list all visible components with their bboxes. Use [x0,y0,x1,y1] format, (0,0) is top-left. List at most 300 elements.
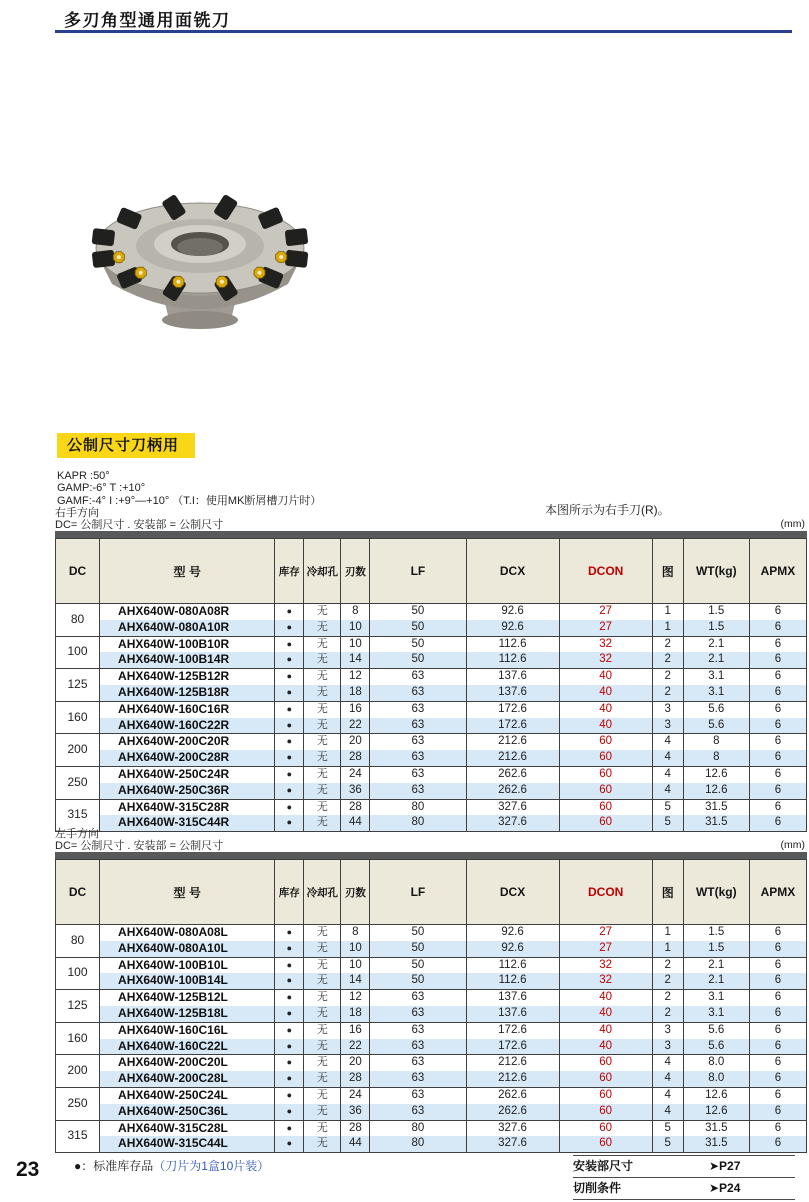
lf-value: 63 [370,766,466,782]
stock-dot: ● [275,685,304,701]
flute-count: 28 [341,1120,370,1136]
coolant-hole: 无 [304,636,341,652]
coolant-hole: 无 [304,1039,341,1055]
dc-value: 80 [56,925,100,958]
lf-value: 63 [370,1104,466,1120]
dcon-value: 60 [559,750,652,766]
dcx-value: 92.6 [466,941,559,957]
fig-ref: 5 [652,815,683,831]
lf-value: 63 [370,750,466,766]
model-number: AHX640W-080A08R [100,604,275,620]
apmx-value: 6 [749,1006,806,1022]
model-number: AHX640W-080A10R [100,620,275,636]
column-header: DCON [559,539,652,604]
dcon-value: 32 [559,973,652,989]
column-header: DCX [466,539,559,604]
table-row [56,1022,807,1038]
stock-dot: ● [275,734,304,750]
apmx-value: 6 [749,957,806,973]
apmx-value: 6 [749,1039,806,1055]
dcon-value: 27 [559,604,652,620]
fig-ref: 2 [652,636,683,652]
table-row [56,925,807,941]
unit-note: (mm) [780,839,805,851]
dcx-value: 112.6 [466,973,559,989]
weight-value: 5.6 [683,718,749,734]
product-photo-illustration [50,160,340,355]
dcon-value: 60 [559,799,652,815]
column-header: 冷却孔 [304,539,341,604]
lf-value: 63 [370,1055,466,1071]
coolant-hole: 无 [304,941,341,957]
table-row [56,783,807,799]
dc-value: 160 [56,701,100,734]
stock-dot: ● [275,1006,304,1022]
fig-ref: 4 [652,1087,683,1103]
flute-count: 10 [341,636,370,652]
stock-dot: ● [275,636,304,652]
column-header: DC [56,539,100,604]
fig-ref: 4 [652,1055,683,1071]
table-row [56,1104,807,1120]
dcx-value: 172.6 [466,701,559,717]
stock-dot: ● [275,620,304,636]
column-header: WT(kg) [683,539,749,604]
stock-dot: ● [275,652,304,668]
lf-value: 80 [370,1136,466,1152]
column-header: DCON [559,860,652,925]
model-number: AHX640W-250C24L [100,1087,275,1103]
ref-mounting-dimensions[interactable] [573,1155,795,1177]
fig-ref: 1 [652,941,683,957]
fig-ref: 5 [652,1120,683,1136]
column-header: APMX [749,860,806,925]
column-header: LF [370,860,466,925]
stock-dot: ● [275,750,304,766]
lf-value: 50 [370,620,466,636]
stock-dot: ● [275,973,304,989]
dcon-value: 60 [559,1136,652,1152]
table-row [56,701,807,717]
apmx-value: 6 [749,815,806,831]
lf-value: 50 [370,604,466,620]
model-number: AHX640W-125B12L [100,990,275,1006]
coolant-hole: 无 [304,652,341,668]
fig-ref: 2 [652,685,683,701]
coolant-hole: 无 [304,973,341,989]
fig-ref: 3 [652,1022,683,1038]
lf-value: 50 [370,941,466,957]
dcon-value: 32 [559,636,652,652]
fig-ref: 5 [652,1136,683,1152]
dcon-value: 60 [559,1071,652,1087]
ref-label: 切削条件 [573,1181,622,1195]
dcon-value: 32 [559,652,652,668]
dcon-value: 60 [559,734,652,750]
dcx-value: 92.6 [466,620,559,636]
fig-ref: 2 [652,669,683,685]
title-underline [55,30,792,33]
lf-value: 80 [370,799,466,815]
coolant-hole: 无 [304,685,341,701]
lf-value: 50 [370,925,466,941]
table-row [56,1039,807,1055]
dcx-value: 262.6 [466,1087,559,1103]
dcx-value: 112.6 [466,957,559,973]
stock-dot: ● [275,1104,304,1120]
coolant-hole: 无 [304,1022,341,1038]
flute-count: 14 [341,973,370,989]
flute-count: 16 [341,701,370,717]
flute-count: 24 [341,766,370,782]
lf-value: 50 [370,636,466,652]
coolant-hole: 无 [304,957,341,973]
apmx-value: 6 [749,1104,806,1120]
fig-ref: 1 [652,925,683,941]
dcx-value: 92.6 [466,925,559,941]
model-number: AHX640W-125B18L [100,1006,275,1022]
model-number: AHX640W-315C44R [100,815,275,831]
stock-legend-text: ●：标准库存品 [74,1159,154,1173]
dcx-value: 137.6 [466,990,559,1006]
dc-value: 200 [56,1055,100,1088]
weight-value: 12.6 [683,783,749,799]
spec-lines [57,470,321,507]
weight-value: 8 [683,734,749,750]
model-number: AHX640W-125B18R [100,685,275,701]
table-row [56,1006,807,1022]
dcon-value: 40 [559,701,652,717]
table-row [56,685,807,701]
table-row [56,957,807,973]
lf-value: 63 [370,701,466,717]
weight-value: 3.1 [683,669,749,685]
stock-dot: ● [275,1071,304,1087]
dcx-value: 212.6 [466,1055,559,1071]
model-number: AHX640W-200C28L [100,1071,275,1087]
coolant-hole: 无 [304,734,341,750]
stock-dot: ● [275,1022,304,1038]
apmx-value: 6 [749,1055,806,1071]
lf-value: 63 [370,990,466,1006]
model-number: AHX640W-160C22L [100,1039,275,1055]
dcon-value: 40 [559,1022,652,1038]
dc-value: 160 [56,1022,100,1055]
table-row [56,1055,807,1071]
weight-value: 12.6 [683,1104,749,1120]
flute-count: 20 [341,1055,370,1071]
coolant-hole: 无 [304,620,341,636]
table-row [56,973,807,989]
flute-count: 28 [341,799,370,815]
stock-dot: ● [275,799,304,815]
weight-value: 1.5 [683,925,749,941]
apmx-value: 6 [749,701,806,717]
apmx-value: 6 [749,685,806,701]
fig-ref: 2 [652,990,683,1006]
lf-value: 63 [370,669,466,685]
model-number: AHX640W-200C28R [100,750,275,766]
apmx-value: 6 [749,766,806,782]
flute-count: 8 [341,604,370,620]
table-top-bar [55,531,807,538]
model-number: AHX640W-250C36L [100,1104,275,1120]
direction-note: 右手方向 [55,507,99,519]
dc-value: 80 [56,604,100,637]
page-number: 23 [16,1158,40,1181]
flute-count: 20 [341,734,370,750]
stock-dot: ● [275,718,304,734]
fig-ref: 2 [652,652,683,668]
dc-note: DC= 公制尺寸 . 安装部 = 公制尺寸 [55,519,224,531]
stock-dot: ● [275,766,304,782]
stock-dot: ● [275,1055,304,1071]
dcon-value: 60 [559,1087,652,1103]
coolant-hole: 无 [304,669,341,685]
stock-dot: ● [275,957,304,973]
lf-value: 63 [370,685,466,701]
weight-value: 31.5 [683,1120,749,1136]
column-header: 型 号 [100,539,275,604]
coolant-hole: 无 [304,1071,341,1087]
table-row [56,941,807,957]
table-row [56,734,807,750]
fig-ref: 2 [652,1006,683,1022]
fig-ref: 4 [652,783,683,799]
stock-legend-paren: （刀片为1盒10片装） [153,1159,270,1173]
flute-count: 10 [341,620,370,636]
apmx-value: 6 [749,620,806,636]
apmx-value: 6 [749,799,806,815]
coolant-hole: 无 [304,766,341,782]
stock-dot: ● [275,1136,304,1152]
coolant-hole: 无 [304,701,341,717]
ref-label: 安装部尺寸 [573,1159,634,1173]
model-number: AHX640W-315C44L [100,1136,275,1152]
table-header-row [56,860,807,925]
flute-count: 8 [341,925,370,941]
table-row [56,1120,807,1136]
table-row [56,990,807,1006]
spec-heading: 公制尺寸刀柄用 [57,433,195,458]
table-row [56,766,807,782]
fig-ref: 2 [652,973,683,989]
flute-count: 22 [341,1039,370,1055]
column-header: DCX [466,860,559,925]
weight-value: 3.1 [683,990,749,1006]
stock-dot: ● [275,604,304,620]
table-top-bar [55,852,807,859]
table-row [56,1087,807,1103]
stock-dot: ● [275,925,304,941]
weight-value: 8.0 [683,1071,749,1087]
apmx-value: 6 [749,783,806,799]
apmx-value: 6 [749,941,806,957]
fig-ref: 3 [652,701,683,717]
column-header: 图 [652,860,683,925]
model-number: AHX640W-250C24R [100,766,275,782]
dcx-value: 137.6 [466,1006,559,1022]
stock-dot: ● [275,669,304,685]
unit-note: (mm) [780,518,805,530]
dcon-value: 27 [559,620,652,636]
stock-dot: ● [275,1120,304,1136]
lf-value: 63 [370,1087,466,1103]
weight-value: 2.1 [683,652,749,668]
model-number: AHX640W-200C20R [100,734,275,750]
coolant-hole: 无 [304,925,341,941]
dcx-value: 327.6 [466,1120,559,1136]
table-row [56,799,807,815]
lf-value: 63 [370,718,466,734]
table-row [56,620,807,636]
model-number: AHX640W-250C36R [100,783,275,799]
column-header: APMX [749,539,806,604]
column-header: WT(kg) [683,860,749,925]
apmx-value: 6 [749,750,806,766]
weight-value: 1.5 [683,620,749,636]
stock-dot: ● [275,815,304,831]
weight-value: 8 [683,750,749,766]
dcx-value: 262.6 [466,783,559,799]
lf-value: 80 [370,1120,466,1136]
dc-value: 315 [56,799,100,832]
fig-ref: 4 [652,1104,683,1120]
apmx-value: 6 [749,669,806,685]
dcon-value: 60 [559,815,652,831]
dcon-value: 27 [559,941,652,957]
fig-ref: 4 [652,766,683,782]
lf-value: 80 [370,815,466,831]
apmx-value: 6 [749,734,806,750]
weight-value: 12.6 [683,1087,749,1103]
column-header: 图 [652,539,683,604]
dcx-value: 172.6 [466,718,559,734]
apmx-value: 6 [749,1087,806,1103]
ref-cutting-conditions[interactable] [573,1177,795,1200]
weight-value: 1.5 [683,941,749,957]
spec-line-kapr: KAPR :50° [57,470,110,482]
dcon-value: 40 [559,669,652,685]
table-row [56,669,807,685]
flute-count: 16 [341,1022,370,1038]
flute-count: 10 [341,957,370,973]
model-number: AHX640W-080A10L [100,941,275,957]
lf-value: 63 [370,734,466,750]
dcx-value: 137.6 [466,669,559,685]
coolant-hole: 无 [304,604,341,620]
spec-line-gamp: GAMP:-6° T :+10° [57,482,146,495]
table-section-left-hand [55,828,807,1153]
fig-ref: 3 [652,718,683,734]
dc-value: 200 [56,734,100,767]
column-header: 型 号 [100,860,275,925]
lf-value: 50 [370,973,466,989]
weight-value: 31.5 [683,799,749,815]
flute-count: 22 [341,718,370,734]
dcon-value: 60 [559,766,652,782]
table-section-right-hand [55,507,807,832]
column-header: DC [56,860,100,925]
dcon-value: 27 [559,925,652,941]
model-number: AHX640W-160C16R [100,701,275,717]
coolant-hole: 无 [304,1136,341,1152]
model-number: AHX640W-200C20L [100,1055,275,1071]
table-row [56,636,807,652]
apmx-value: 6 [749,990,806,1006]
stock-legend [74,1157,269,1174]
apmx-value: 6 [749,925,806,941]
lf-value: 63 [370,783,466,799]
dcx-value: 327.6 [466,815,559,831]
apmx-value: 6 [749,973,806,989]
apmx-value: 6 [749,636,806,652]
dcx-value: 327.6 [466,799,559,815]
fig-ref: 1 [652,604,683,620]
column-header: 冷却孔 [304,860,341,925]
stock-dot: ● [275,1087,304,1103]
dcon-value: 32 [559,957,652,973]
flute-count: 12 [341,669,370,685]
coolant-hole: 无 [304,990,341,1006]
dcon-value: 40 [559,1006,652,1022]
product-table-left-hand [55,859,807,1153]
dcx-value: 262.6 [466,1104,559,1120]
fig-ref: 3 [652,1039,683,1055]
direction-note: 左手方向 [55,828,99,840]
model-number: AHX640W-315C28R [100,799,275,815]
page-ref-target: ➤P27 [709,1159,741,1173]
lf-value: 50 [370,957,466,973]
model-number: AHX640W-315C28L [100,1120,275,1136]
dcx-value: 212.6 [466,1071,559,1087]
dcx-value: 172.6 [466,1022,559,1038]
lf-value: 50 [370,652,466,668]
flute-count: 44 [341,1136,370,1152]
model-number: AHX640W-080A08L [100,925,275,941]
table-row [56,1071,807,1087]
weight-value: 8.0 [683,1055,749,1071]
dc-value: 100 [56,636,100,669]
dcx-value: 137.6 [466,685,559,701]
flute-count: 36 [341,783,370,799]
weight-value: 5.6 [683,1022,749,1038]
weight-value: 5.6 [683,701,749,717]
flute-count: 14 [341,652,370,668]
dcx-value: 112.6 [466,636,559,652]
apmx-value: 6 [749,718,806,734]
weight-value: 31.5 [683,1136,749,1152]
flute-count: 24 [341,1087,370,1103]
dcon-value: 40 [559,718,652,734]
fig-ref: 4 [652,750,683,766]
model-number: AHX640W-160C22R [100,718,275,734]
fig-ref: 1 [652,620,683,636]
model-number: AHX640W-100B10L [100,957,275,973]
page-title: 多刃角型通用面铣刀 [64,11,231,30]
product-photo [50,160,340,355]
weight-value: 1.5 [683,604,749,620]
weight-value: 2.1 [683,636,749,652]
fig-ref: 5 [652,799,683,815]
dcx-value: 262.6 [466,766,559,782]
dc-value: 250 [56,766,100,799]
apmx-value: 6 [749,1120,806,1136]
dcon-value: 40 [559,1039,652,1055]
dcon-value: 60 [559,1055,652,1071]
dcon-value: 40 [559,990,652,1006]
dc-value: 100 [56,957,100,990]
